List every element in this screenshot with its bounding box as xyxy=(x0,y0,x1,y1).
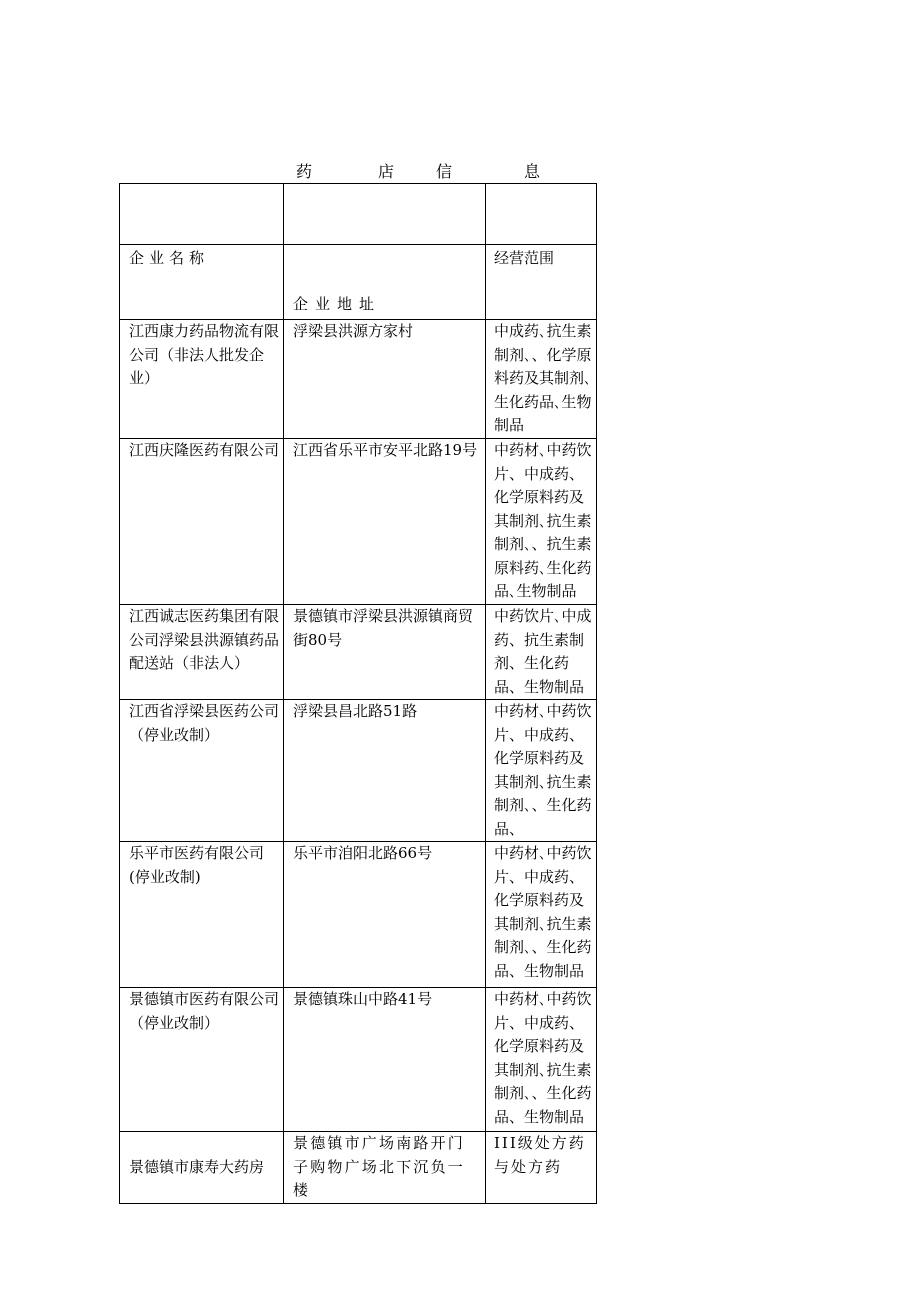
table-row xyxy=(120,842,597,988)
business-scope: 中药材､中药饮片、中成药、化学原料药及其制剂､抗生素制剂､、抗生素原料药､生化药品､生物制品 xyxy=(486,439,597,605)
table-row xyxy=(120,605,597,700)
title-char-1: 药 xyxy=(296,162,313,181)
header-address-label: 企业地址 xyxy=(293,295,382,313)
header-cell-address xyxy=(284,245,486,320)
company-address: 景德镇珠山中路41号 xyxy=(284,988,486,1132)
table-row xyxy=(120,439,597,605)
table-row xyxy=(120,320,597,439)
page-title xyxy=(296,160,556,184)
blank-cell xyxy=(284,184,486,245)
header-scope-label: 经营范围 xyxy=(494,249,555,267)
company-name: 景德镇市康寿大药房 xyxy=(129,1158,265,1176)
business-scope: 中药材､中药饮片、中成药、化学原料药及其制剂､抗生素制剂､、生化药品、生物制品 xyxy=(486,988,597,1132)
business-scope: 中成药､抗生素制剂､、化学原料药及其制剂､生化药品､生物制品 xyxy=(486,320,597,439)
company-address: 江西省乐平市安平北路19号 xyxy=(284,439,486,605)
header-row xyxy=(120,245,597,320)
company-name: 江西省浮梁县医药公司（停业改制） xyxy=(120,700,284,842)
table-row xyxy=(120,988,597,1132)
company-name: 江西诚志医药集团有限公司浮梁县洪源镇药品配送站（非法人） xyxy=(120,605,284,700)
business-scope: 中药饮片､中成药、抗生素制剂、生化药品、生物制品 xyxy=(486,605,597,700)
table-row xyxy=(120,1132,597,1204)
business-scope: 中药材､中药饮片、中成药、化学原料药及其制剂､抗生素制剂､、生化药品、 xyxy=(486,700,597,842)
company-name: 江西康力药品物流有限公司（非法人批发企业） xyxy=(120,320,284,439)
table-row xyxy=(120,700,597,842)
blank-row xyxy=(120,184,597,245)
company-address: 乐平市洎阳北路66号 xyxy=(284,842,486,988)
title-char-4: 息 xyxy=(524,162,541,181)
blank-cell xyxy=(486,184,597,245)
company-address: 景德镇市浮梁县洪源镇商贸街80号 xyxy=(284,605,486,700)
header-cell-scope xyxy=(486,245,597,320)
title-char-3: 信 xyxy=(436,162,453,181)
company-name: 江西庆隆医药有限公司 xyxy=(120,439,284,605)
business-scope: 中药材､中药饮片、中成药、化学原料药及其制剂､抗生素制剂､、生化药品、生物制品 xyxy=(486,842,597,988)
title-char-2: 店 xyxy=(378,162,395,181)
pharmacy-info-table xyxy=(119,183,597,1204)
company-address: 浮梁县昌北路51路 xyxy=(284,700,486,842)
company-address: 景德镇市广场南路开门子购物广场北下沉负一楼 xyxy=(284,1132,486,1204)
company-name-cell xyxy=(120,1132,284,1204)
company-name: 乐平市医药有限公司(停业改制) xyxy=(120,842,284,988)
header-cell-name xyxy=(120,245,284,320)
company-address: 浮梁县洪源方家村 xyxy=(284,320,486,439)
blank-cell xyxy=(120,184,284,245)
business-scope: III级处方药与处方药 xyxy=(486,1132,597,1204)
company-name: 景德镇市医药有限公司（停业改制） xyxy=(120,988,284,1132)
header-name-label: 企业名称 xyxy=(129,249,210,267)
